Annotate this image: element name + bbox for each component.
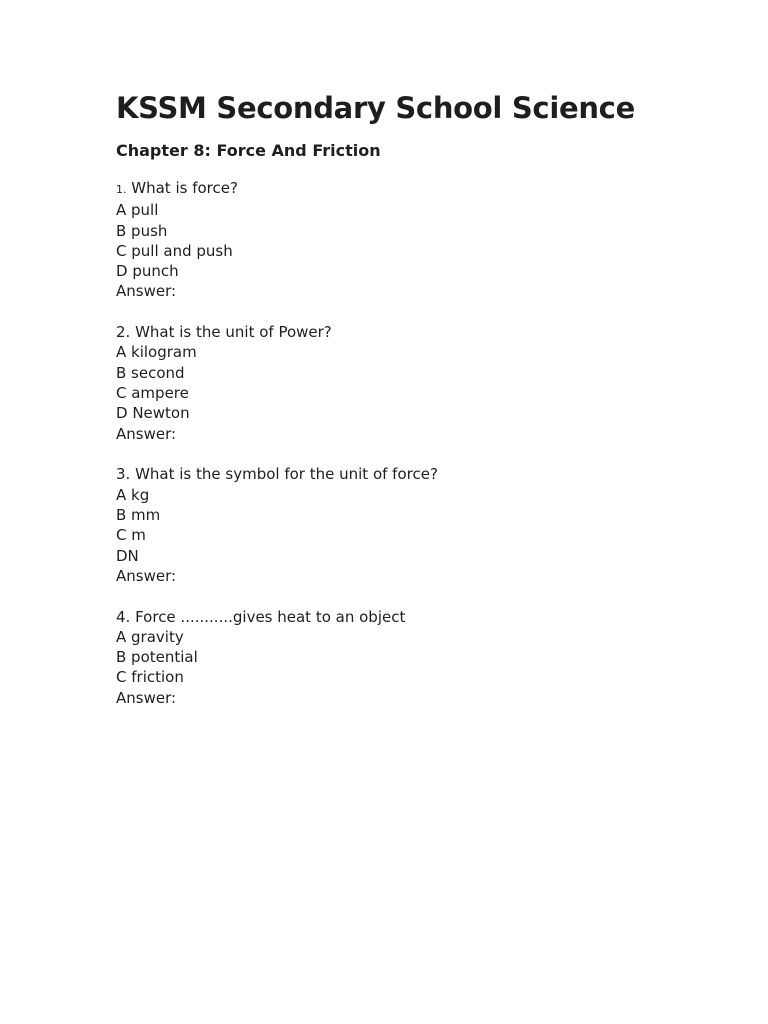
page-title: KSSM Secondary School Science (116, 91, 635, 125)
option: B potential (116, 648, 198, 667)
question-prompt: What is the symbol for the unit of force? (130, 465, 438, 484)
answer-label: Answer: (116, 688, 177, 707)
question-text (116, 607, 736, 627)
option: DN (116, 546, 139, 565)
question-number: 1. (116, 183, 127, 196)
document-page (116, 88, 736, 728)
option: B mm (116, 505, 161, 524)
question-number: 3. (116, 465, 131, 484)
question-2 (116, 322, 736, 444)
option: C friction (116, 668, 184, 687)
question-list (116, 178, 736, 708)
option: D Newton (116, 404, 190, 423)
question-4 (116, 607, 736, 708)
question-number: 2. (116, 323, 131, 342)
option: A pull (116, 201, 159, 220)
option: B push (116, 221, 168, 240)
answer-label: Answer: (116, 424, 177, 443)
question-3 (116, 464, 736, 586)
answer-label: Answer: (116, 282, 177, 301)
option: C pull and push (116, 241, 233, 260)
question-1 (116, 178, 736, 302)
option: A gravity (116, 627, 184, 646)
question-text (116, 178, 736, 200)
option: D punch (116, 262, 179, 281)
option: B second (116, 363, 185, 382)
chapter-heading: Chapter 8: Force And Friction (116, 141, 381, 160)
option: A kg (116, 485, 150, 504)
option: A kilogram (116, 343, 197, 362)
option: C ampere (116, 384, 189, 403)
question-number: 4. (116, 607, 131, 626)
question-prompt: What is force? (126, 179, 238, 197)
question-text (116, 464, 736, 484)
question-prompt: Force ...........gives heat to an object (130, 607, 406, 626)
question-text (116, 322, 736, 342)
question-prompt: What is the unit of Power? (130, 323, 332, 342)
answer-label: Answer: (116, 566, 177, 585)
option: C m (116, 526, 146, 545)
